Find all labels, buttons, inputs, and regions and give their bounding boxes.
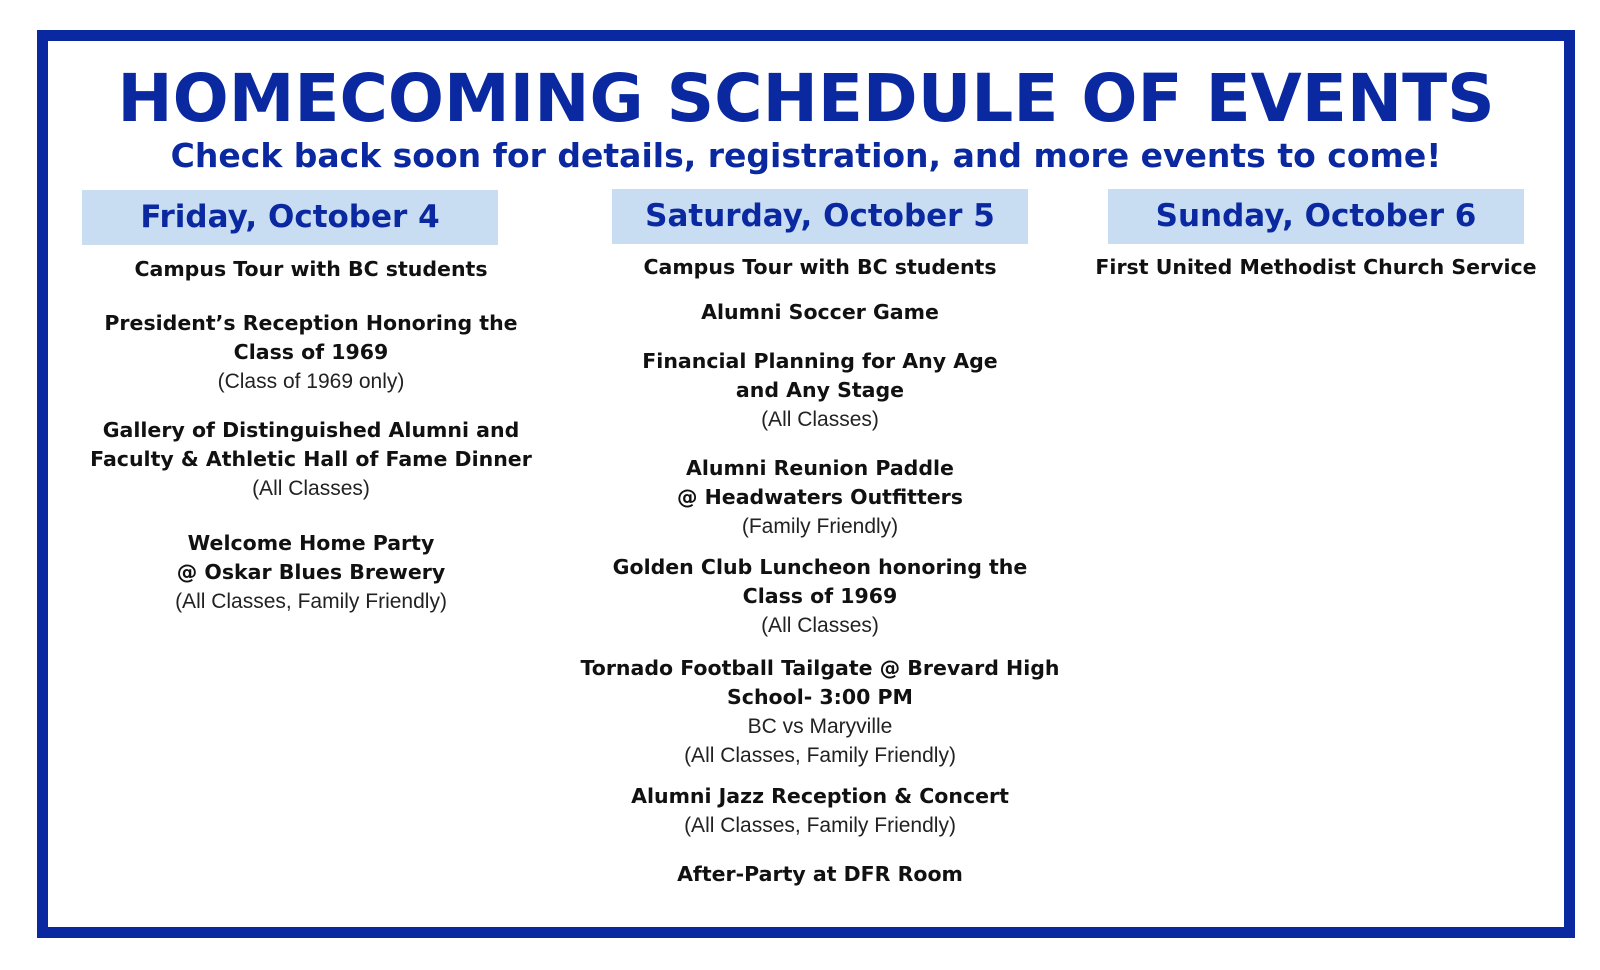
event-list: [1068, 253, 1564, 282]
event-title-line: First United Methodist Church Service: [1095, 255, 1537, 279]
day-header: Friday, October 4: [82, 190, 498, 245]
event-note: (All Classes): [761, 408, 879, 431]
event-item: [68, 309, 554, 396]
event-item: [68, 416, 554, 503]
event-list: [68, 255, 554, 616]
event-item: [568, 347, 1072, 434]
event-note: BC vs Maryville: [747, 715, 893, 738]
event-title-line: Alumni Jazz Reception & Concert: [631, 784, 1009, 808]
page-subtitle: Check back soon for details, registration, and more events to come!: [170, 136, 1442, 175]
event-note: (All Classes): [252, 477, 370, 500]
event-item: [568, 860, 1072, 889]
event-title-line: President’s Reception Honoring the: [104, 311, 518, 335]
event-item: [568, 654, 1072, 770]
event-item: [568, 782, 1072, 840]
event-title-line: @ Oskar Blues Brewery: [176, 560, 446, 584]
event-title-line: Financial Planning for Any Age: [642, 349, 998, 373]
event-item: [1068, 253, 1564, 282]
event-title-line: Tornado Football Tailgate @ Brevard High: [580, 656, 1060, 680]
event-note: (All Classes, Family Friendly): [684, 814, 956, 837]
event-item: [568, 454, 1072, 541]
event-item: [68, 529, 554, 616]
event-title-line: Welcome Home Party: [187, 531, 435, 555]
event-list: [568, 253, 1072, 889]
event-title-line: and Any Stage: [735, 378, 905, 402]
event-title-line: Gallery of Distinguished Alumni and: [102, 418, 520, 442]
event-title-line: Campus Tour with BC students: [134, 257, 488, 281]
event-title-line: Class of 1969: [742, 584, 898, 608]
event-note: (Class of 1969 only): [217, 370, 405, 393]
event-title-line: Faculty & Athletic Hall of Fame Dinner: [90, 447, 532, 471]
day-column-saturday: [568, 189, 1072, 889]
event-item: [568, 553, 1072, 640]
event-note: (All Classes, Family Friendly): [684, 744, 956, 767]
event-title-line: School- 3:00 PM: [727, 685, 913, 709]
event-item: [68, 255, 554, 284]
schedule-frame: [37, 30, 1575, 938]
event-item: [568, 298, 1072, 327]
event-title-line: After-Party at DFR Room: [677, 862, 963, 886]
event-title-line: @ Headwaters Outfitters: [677, 485, 963, 509]
day-header: Sunday, October 6: [1108, 189, 1524, 244]
event-note: (Family Friendly): [741, 515, 899, 538]
day-column-friday: [68, 190, 554, 616]
event-title-line: Class of 1969: [233, 340, 389, 364]
day-column-sunday: [1068, 189, 1564, 282]
day-header: Saturday, October 5: [612, 189, 1028, 244]
event-title-line: Alumni Reunion Paddle: [686, 456, 954, 480]
page-title: HOMECOMING SCHEDULE OF EVENTS: [117, 60, 1495, 137]
event-note: (All Classes, Family Friendly): [175, 590, 447, 613]
event-title-line: Golden Club Luncheon honoring the: [612, 555, 1028, 579]
event-item: [568, 253, 1072, 282]
event-title-line: Alumni Soccer Game: [701, 300, 939, 324]
event-title-line: Campus Tour with BC students: [643, 255, 997, 279]
event-note: (All Classes): [761, 614, 879, 637]
